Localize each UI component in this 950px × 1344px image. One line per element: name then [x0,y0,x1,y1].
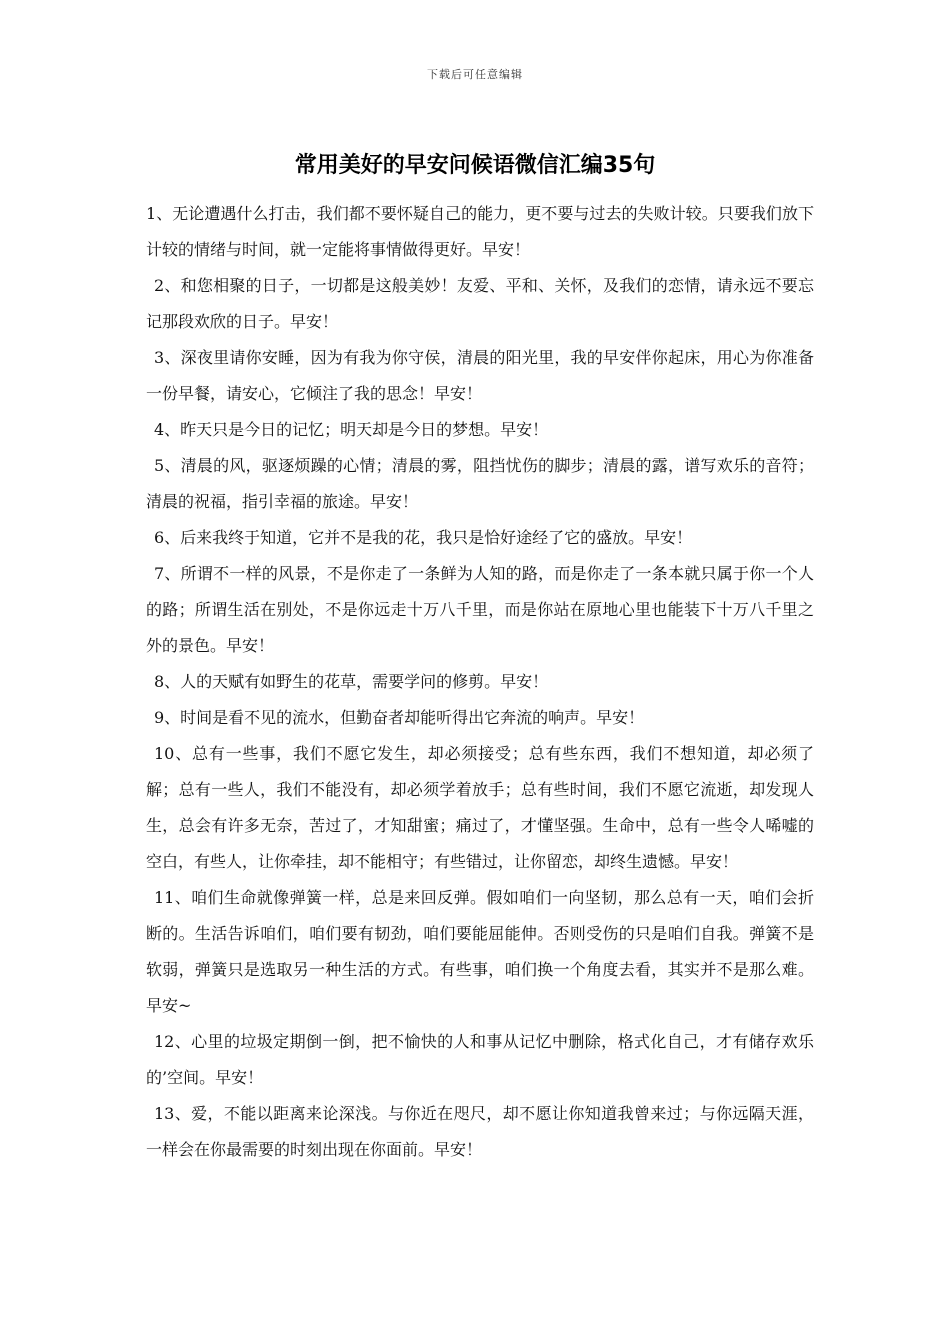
paragraph-6: 6、后来我终于知道，它并不是我的花，我只是恰好途经了它的盛放。早安！ [154,528,693,547]
document-body [146,196,814,1168]
paragraph-9: 9、时间是看不见的流水，但勤奋者却能听得出它奔流的响声。早安！ [154,708,645,727]
paragraph-4: 4、昨天只是今日的记忆；明天却是今日的梦想。早安！ [154,420,549,439]
paragraph-2: 2、和您相聚的日子，一切都是这般美妙！友爱、平和、关怀，及我们的恋情，请永远不要忘记那段欢欣的日子。早安！ [146,276,814,331]
paragraph-5: 5、清晨的风，驱逐烦躁的心情；清晨的雾，阻挡忧伤的脚步；清晨的露，谱写欢乐的音符；清晨的祝福，指引幸福的旅途。早安！ [146,456,814,511]
paragraph-7: 7、所谓不一样的风景，不是你走了一条鲜为人知的路，而是你走了一条本就只属于你一个人的路；所谓生活在别处，不是你远走十万八千里，而是你站在原地心里也能装下十万八千里之外的景色。早安！ [146,564,814,655]
document-title: 常用美好的早安问候语微信汇编35句 [294,153,656,178]
paragraph-12: 12、心里的垃圾定期倒一倒，把不愉快的人和事从记忆中删除，格式化自己，才有储存欢乐的’空间。早安！ [146,1032,814,1087]
paragraph-1: 1、无论遭遇什么打击，我们都不要怀疑自己的能力，更不要与过去的失败计较。只要我们放下计较的情绪与时间，就一定能将事情做得更好。早安！ [146,204,814,259]
paragraph-8: 8、人的天赋有如野生的花草，需要学问的修剪。早安！ [154,672,549,691]
paragraph-11: 11、咱们生命就像弹簧一样，总是来回反弹。假如咱们一向坚韧，那么总有一天，咱们会折断的。生活告诉咱们，咱们要有韧劲，咱们要能屈能伸。否则受伤的只是咱们自我。弹簧不是软弱，弹簧只是选取另一种生活的方式。有些事，咱们换一个角度去看，其实并不是那么难。早安~ [146,888,814,1015]
paragraph-13: 13、爱，不能以距离来论深浅。与你近在咫尺，却不愿让你知道我曾来过；与你远隔天涯，一样会在你最需要的时刻出现在你面前。早安！ [146,1104,814,1159]
paragraph-3: 3、深夜里请你安睡，因为有我为你守侯，清晨的阳光里，我的早安伴你起床，用心为你准备一份早餐，请安心，它倾注了我的思念！早安！ [146,348,814,403]
paragraph-10: 10、总有一些事，我们不愿它发生，却必须接受；总有些东西，我们不想知道，却必须了解；总有一些人，我们不能没有，却必须学着放手；总有些时间，我们不愿它流逝，却发现人生，总会有许多无奈，苦过了，才知甜蜜；痛过了，才懂坚强。生命中，总有一些令人唏嘘的空白，有些人，让你牵挂，却不能相守；有些错过，让你留恋，却终生遗憾。早安！ [146,744,814,871]
header-note: 下载后可任意编辑 [427,68,523,81]
